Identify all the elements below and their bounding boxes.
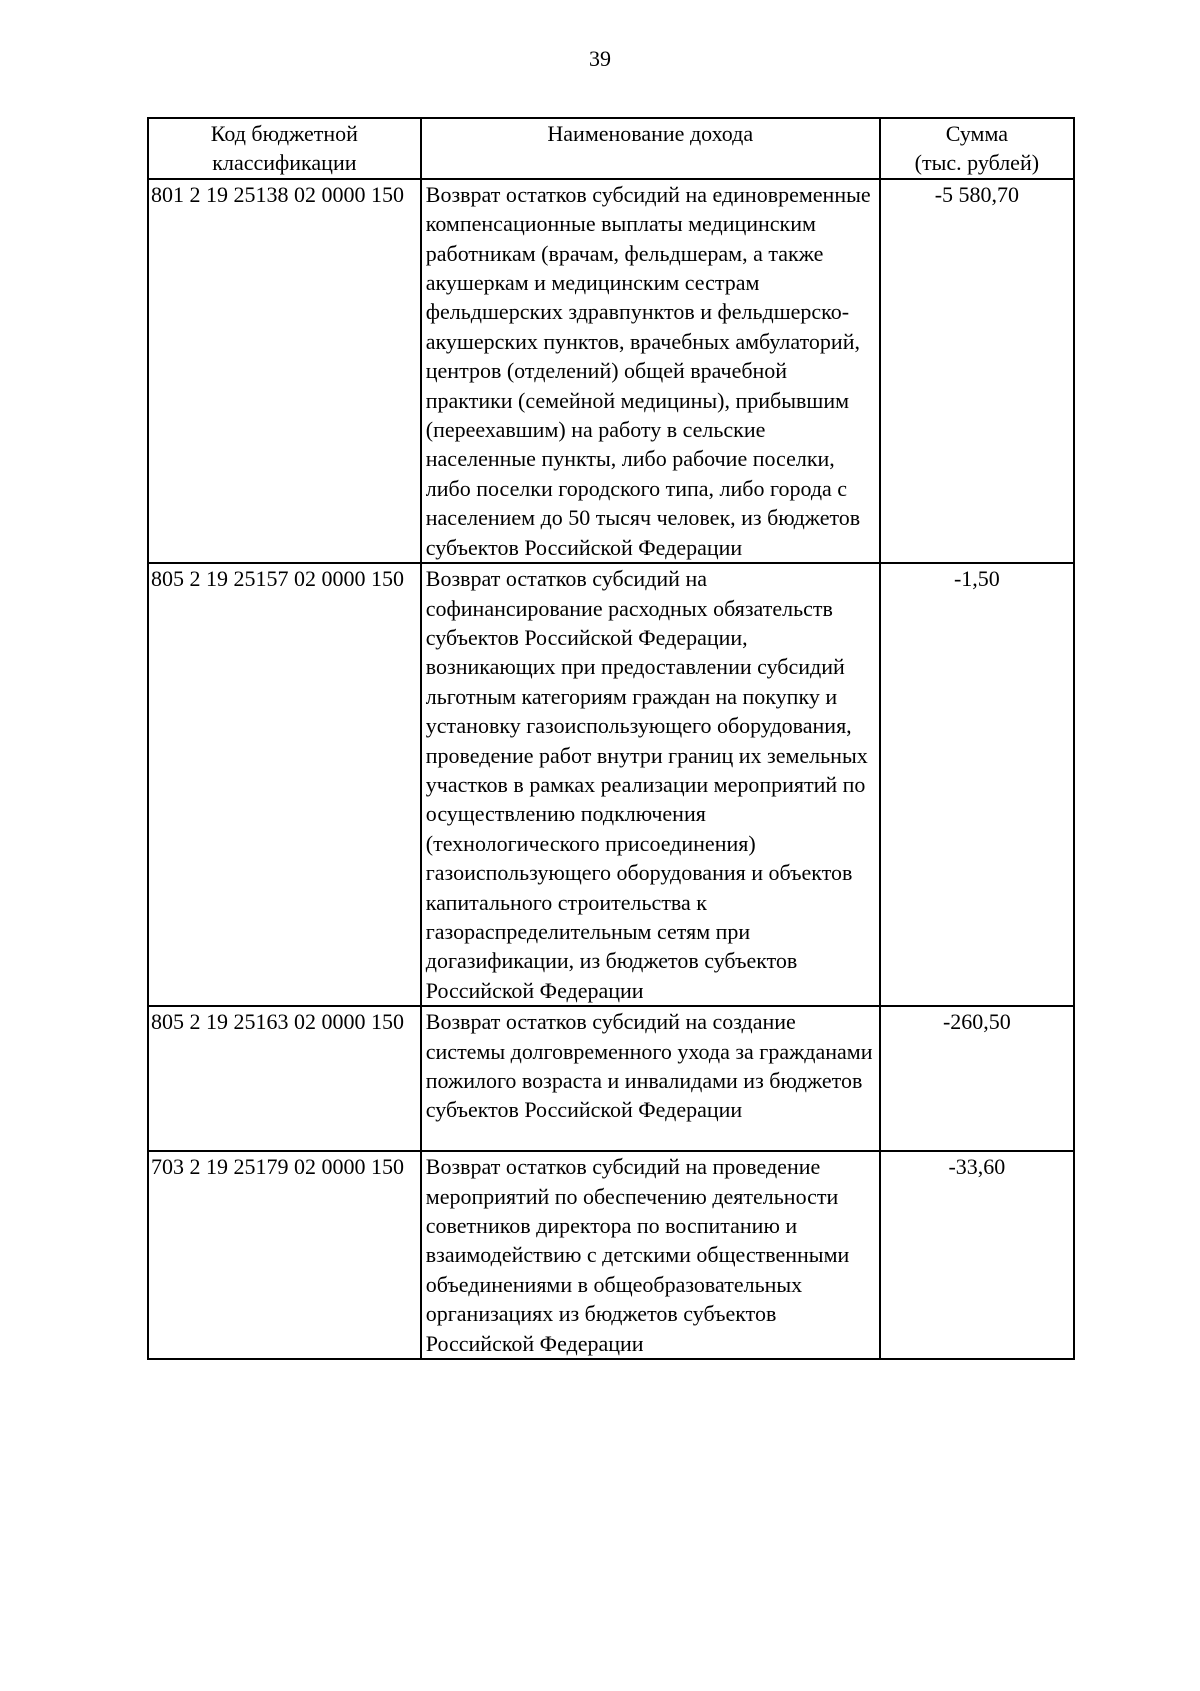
income-name-cell: Возврат остатков субсидий на единовременные компенсационные выплаты медицинским работникам (врачам, фельдшерам, а также акушеркам и медицинским сестрам фельдшерских здравпунктов и фельдшерско-акушерских пунктов, врачебных амбулаторий, центров (отделений) общей врачебной практики (семейной медицины), прибывшим (переехавшим) на работу в сельские населенные пункты, либо рабочие поселки, либо поселки городского типа, либо города с населением до 50 тысяч человек, из бюджетов субъектов Российской Федерации [421, 179, 880, 563]
header-budget-code-line2: классификации [212, 150, 357, 176]
header-budget-code-line1: Код бюджетной [210, 121, 358, 146]
budget-code-cell: 805 2 19 25163 02 0000 150 [148, 1006, 421, 1151]
page-number: 39 [589, 46, 611, 71]
header-sum [880, 118, 1074, 179]
table-row [148, 1151, 1074, 1359]
header-budget-code [148, 118, 421, 179]
header-sum-line1: Сумма [945, 121, 1009, 146]
income-name-cell: Возврат остатков субсидий на создание системы долговременного ухода за гражданами пожилого возраста и инвалидами из бюджетов субъектов Российской Федерации [421, 1006, 880, 1151]
sum-cell: -5 580,70 [880, 179, 1074, 563]
income-name-cell: Возврат остатков субсидий на софинансирование расходных обязательств субъектов Российской Федерации, возникающих при предоставлении субсидий льготным категориям граждан на покупку и установку газоиспользующего оборудования, проведение работ внутри границ их земельных участков в рамках реализации мероприятий по осуществлению подключения (технологического присоединения) газоиспользующего оборудования и объектов капитального строительства к газораспределительным сетям при догазификации, из бюджетов субъектов Российской Федерации [421, 563, 880, 1006]
budget-income-table [147, 117, 1075, 1360]
budget-code-cell: 805 2 19 25157 02 0000 150 [148, 563, 421, 1006]
header-income-name: Наименование дохода [421, 118, 880, 179]
header-sum-line2: (тыс. рублей) [914, 150, 1040, 176]
table-header-row [148, 118, 1074, 179]
table-row [148, 563, 1074, 1006]
table-row [148, 179, 1074, 563]
table-row [148, 1006, 1074, 1151]
sum-cell: -33,60 [880, 1151, 1074, 1359]
sum-cell: -1,50 [880, 563, 1074, 1006]
sum-cell: -260,50 [880, 1006, 1074, 1151]
income-name-cell: Возврат остатков субсидий на проведение мероприятий по обеспечению деятельности советников директора по воспитанию и взаимодействию с детскими общественными объединениями в общеобразовательных организациях из бюджетов субъектов Российской Федерации [421, 1151, 880, 1359]
budget-code-cell: 703 2 19 25179 02 0000 150 [148, 1151, 421, 1359]
budget-code-cell: 801 2 19 25138 02 0000 150 [148, 179, 421, 563]
